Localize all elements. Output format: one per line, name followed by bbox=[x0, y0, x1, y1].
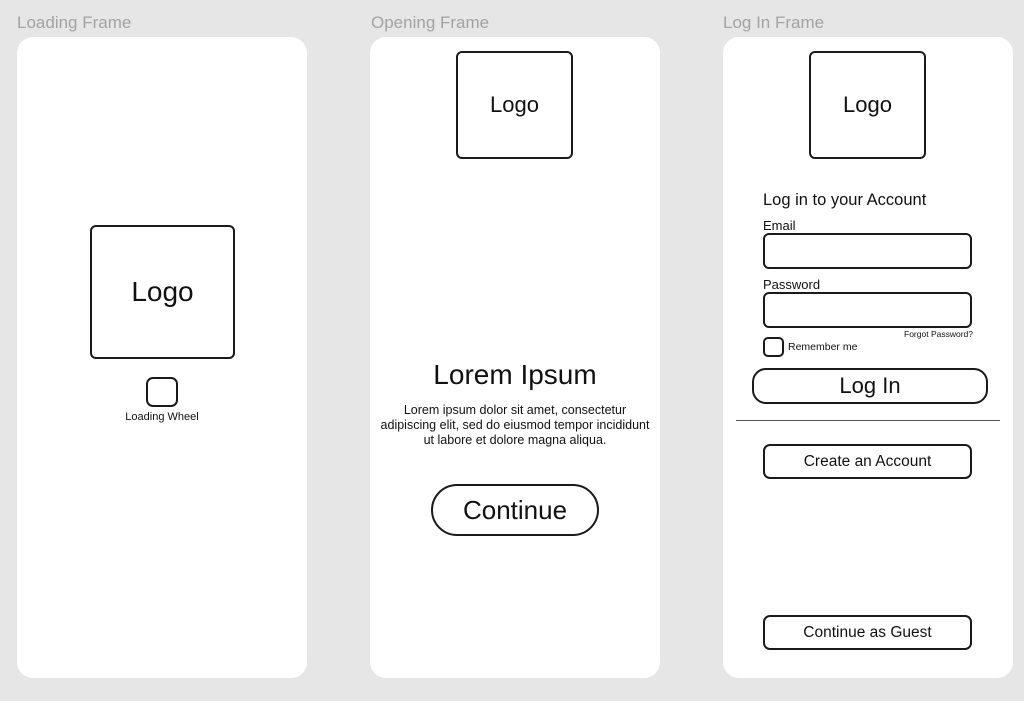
loading-wheel-label: Loading Wheel bbox=[125, 411, 199, 423]
opening-body-text: Lorem ipsum dolor sit amet, consectetur adipiscing elit, sed do eiusmod tempor incididunt ut labore et dolore magna aliqua. bbox=[380, 403, 650, 447]
login-frame bbox=[723, 37, 1013, 678]
create-account-button[interactable]: Create an Account bbox=[763, 444, 972, 479]
frame-label-opening: Opening Frame bbox=[371, 13, 490, 32]
email-field[interactable] bbox=[763, 233, 972, 269]
logo-placeholder bbox=[809, 51, 926, 159]
remember-me-checkbox[interactable] bbox=[763, 337, 784, 357]
logo-text: Logo bbox=[490, 92, 539, 117]
continue-as-guest-button[interactable]: Continue as Guest bbox=[763, 615, 972, 650]
opening-heading: Lorem Ipsum bbox=[433, 359, 597, 390]
opening-frame bbox=[370, 37, 660, 678]
frame-label-loading: Loading Frame bbox=[17, 13, 132, 32]
loading-wheel-icon bbox=[146, 377, 178, 407]
divider bbox=[736, 420, 1000, 421]
remember-me-label: Remember me bbox=[788, 341, 858, 353]
continue-button[interactable]: Continue bbox=[431, 484, 599, 536]
forgot-password-link[interactable]: Forgot Password? bbox=[904, 329, 973, 339]
login-heading: Log in to your Account bbox=[763, 191, 927, 209]
frame-label-login: Log In Frame bbox=[723, 13, 825, 32]
loading-frame bbox=[17, 37, 307, 678]
password-field[interactable] bbox=[763, 292, 972, 328]
logo-placeholder bbox=[90, 225, 235, 359]
email-label: Email bbox=[763, 218, 796, 233]
logo-text: Logo bbox=[843, 92, 892, 117]
logo-placeholder bbox=[456, 51, 573, 159]
logo-text: Logo bbox=[131, 276, 194, 307]
login-button[interactable]: Log In bbox=[752, 368, 988, 404]
password-label: Password bbox=[763, 277, 821, 292]
